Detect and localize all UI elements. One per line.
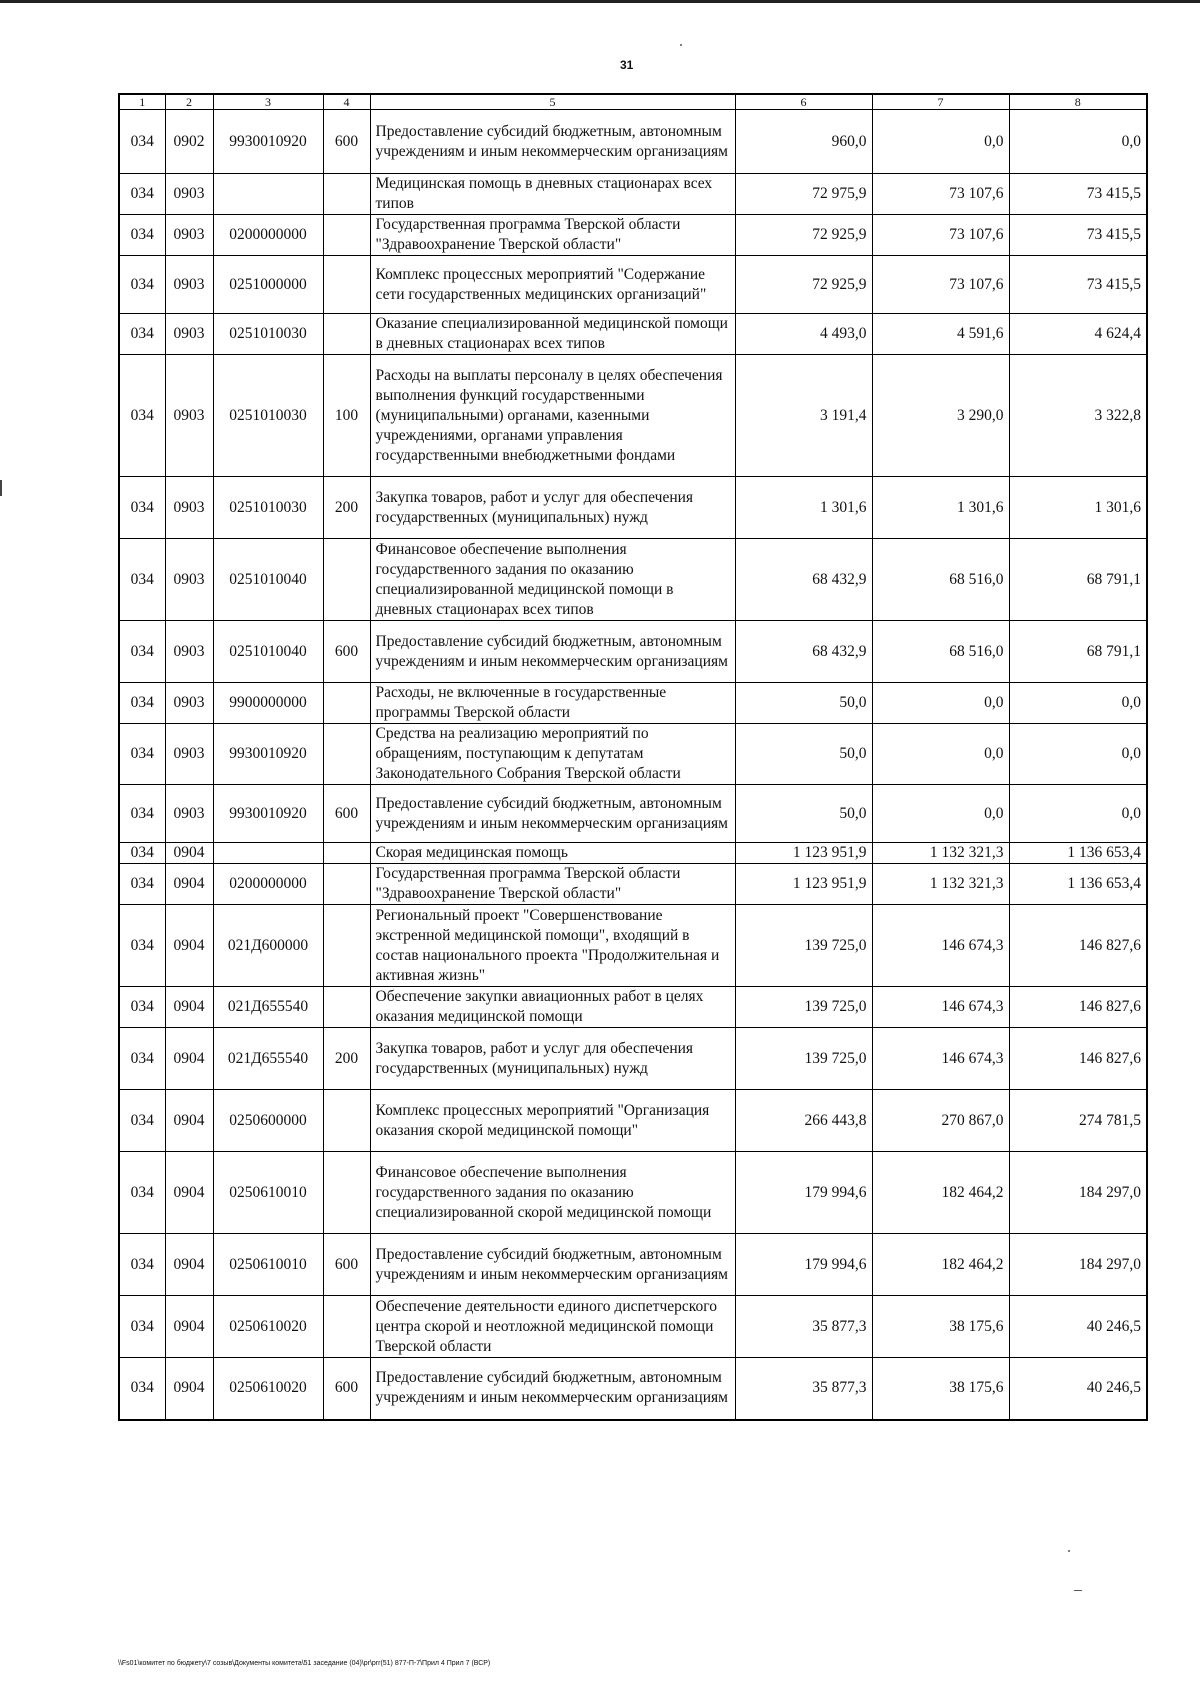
ministry-code-cell: 034 <box>119 1358 165 1420</box>
amount-year1-cell: 50,0 <box>735 724 872 785</box>
target-article-cell: 9930010920 <box>213 785 323 843</box>
item-name-cell: Средства на реализацию мероприятий по обращениям, поступающим к депутатам Законодательного Собрания Тверской области <box>370 724 735 785</box>
table-row <box>119 1152 1147 1234</box>
amount-year2-cell: 1 132 321,3 <box>872 864 1009 905</box>
ministry-code-cell: 034 <box>119 843 165 864</box>
amount-year3-cell: 68 791,1 <box>1009 621 1147 683</box>
amount-year1-cell: 960,0 <box>735 110 872 174</box>
section-code-cell: 0903 <box>165 683 213 724</box>
ministry-code-cell: 034 <box>119 724 165 785</box>
amount-year1-cell: 179 994,6 <box>735 1234 872 1296</box>
target-article-cell: 0251010040 <box>213 621 323 683</box>
amount-year1-cell: 72 925,9 <box>735 215 872 256</box>
item-name-cell: Предоставление субсидий бюджетным, автономным учреждениям и иным некоммерческим организациям <box>370 621 735 683</box>
amount-year3-cell: 40 246,5 <box>1009 1296 1147 1358</box>
section-code-cell: 0903 <box>165 477 213 539</box>
scan-speck <box>680 44 682 46</box>
table-row <box>119 1090 1147 1152</box>
column-header: 7 <box>872 94 1009 110</box>
section-code-cell: 0902 <box>165 110 213 174</box>
amount-year3-cell: 1 136 653,4 <box>1009 843 1147 864</box>
amount-year2-cell: 0,0 <box>872 110 1009 174</box>
expense-type-cell: 600 <box>323 621 370 683</box>
page-number: 31 <box>620 58 634 72</box>
amount-year2-cell: 146 674,3 <box>872 987 1009 1028</box>
table-row <box>119 355 1147 477</box>
amount-year2-cell: 0,0 <box>872 724 1009 785</box>
ministry-code-cell: 034 <box>119 1296 165 1358</box>
table-row <box>119 905 1147 987</box>
amount-year1-cell: 1 301,6 <box>735 477 872 539</box>
table-row <box>119 256 1147 314</box>
column-header: 4 <box>323 94 370 110</box>
target-article-cell: 021Д655540 <box>213 987 323 1028</box>
target-article-cell: 0251010030 <box>213 355 323 477</box>
ministry-code-cell: 034 <box>119 1028 165 1090</box>
target-article-cell: 0250610020 <box>213 1296 323 1358</box>
expense-type-cell <box>323 987 370 1028</box>
item-name-cell: Медицинская помощь в дневных стационарах всех типов <box>370 174 735 215</box>
column-header: 5 <box>370 94 735 110</box>
table-row <box>119 621 1147 683</box>
amount-year1-cell: 4 493,0 <box>735 314 872 355</box>
section-code-cell: 0904 <box>165 1028 213 1090</box>
section-code-cell: 0903 <box>165 621 213 683</box>
item-name-cell: Комплекс процессных мероприятий "Организация оказания скорой медицинской помощи" <box>370 1090 735 1152</box>
amount-year2-cell: 182 464,2 <box>872 1152 1009 1234</box>
amount-year1-cell: 68 432,9 <box>735 539 872 621</box>
table-row <box>119 174 1147 215</box>
item-name-cell: Государственная программа Тверской области "Здравоохранение Тверской области" <box>370 215 735 256</box>
item-name-cell: Закупка товаров, работ и услуг для обеспечения государственных (муниципальных) нужд <box>370 1028 735 1090</box>
amount-year1-cell: 139 725,0 <box>735 905 872 987</box>
item-name-cell: Закупка товаров, работ и услуг для обеспечения государственных (муниципальных) нужд <box>370 477 735 539</box>
ministry-code-cell: 034 <box>119 355 165 477</box>
amount-year1-cell: 68 432,9 <box>735 621 872 683</box>
item-name-cell: Финансовое обеспечение выполнения государственного задания по оказанию специализированной скорой медицинской помощи <box>370 1152 735 1234</box>
target-article-cell: 021Д600000 <box>213 905 323 987</box>
expense-type-cell: 200 <box>323 1028 370 1090</box>
amount-year3-cell: 68 791,1 <box>1009 539 1147 621</box>
amount-year3-cell: 73 415,5 <box>1009 174 1147 215</box>
amount-year1-cell: 72 925,9 <box>735 256 872 314</box>
section-code-cell: 0904 <box>165 1234 213 1296</box>
expense-type-cell <box>323 843 370 864</box>
expense-type-cell <box>323 683 370 724</box>
section-code-cell: 0904 <box>165 1358 213 1420</box>
ministry-code-cell: 034 <box>119 174 165 215</box>
section-code-cell: 0903 <box>165 314 213 355</box>
section-code-cell: 0904 <box>165 987 213 1028</box>
table-row <box>119 785 1147 843</box>
section-code-cell: 0904 <box>165 864 213 905</box>
expense-type-cell <box>323 174 370 215</box>
ministry-code-cell: 034 <box>119 215 165 256</box>
section-code-cell: 0904 <box>165 1090 213 1152</box>
amount-year2-cell: 38 175,6 <box>872 1358 1009 1420</box>
amount-year1-cell: 50,0 <box>735 683 872 724</box>
ministry-code-cell: 034 <box>119 1152 165 1234</box>
amount-year2-cell: 1 132 321,3 <box>872 843 1009 864</box>
expense-type-cell <box>323 256 370 314</box>
ministry-code-cell: 034 <box>119 683 165 724</box>
table-row <box>119 1028 1147 1090</box>
expense-type-cell <box>323 724 370 785</box>
expense-type-cell <box>323 1090 370 1152</box>
column-header: 8 <box>1009 94 1147 110</box>
amount-year2-cell: 270 867,0 <box>872 1090 1009 1152</box>
amount-year2-cell: 146 674,3 <box>872 1028 1009 1090</box>
column-header: 6 <box>735 94 872 110</box>
target-article-cell: 0251010030 <box>213 477 323 539</box>
expense-type-cell <box>323 215 370 256</box>
expense-type-cell: 600 <box>323 110 370 174</box>
target-article-cell: 0250610020 <box>213 1358 323 1420</box>
section-code-cell: 0903 <box>165 174 213 215</box>
scan-margin-mark <box>0 480 2 496</box>
expense-type-cell <box>323 864 370 905</box>
item-name-cell: Расходы на выплаты персоналу в целях обеспечения выполнения функций государственными (муниципальными) органами, казенными учреждениями, органами управления государственными внебюджетными фондами <box>370 355 735 477</box>
expense-type-cell: 600 <box>323 785 370 843</box>
amount-year2-cell: 3 290,0 <box>872 355 1009 477</box>
amount-year2-cell: 4 591,6 <box>872 314 1009 355</box>
target-article-cell: 021Д655540 <box>213 1028 323 1090</box>
table-row <box>119 1234 1147 1296</box>
amount-year2-cell: 182 464,2 <box>872 1234 1009 1296</box>
target-article-cell: 9930010920 <box>213 724 323 785</box>
amount-year3-cell: 40 246,5 <box>1009 1358 1147 1420</box>
ministry-code-cell: 034 <box>119 477 165 539</box>
item-name-cell: Оказание специализированной медицинской помощи в дневных стационарах всех типов <box>370 314 735 355</box>
item-name-cell: Финансовое обеспечение выполнения государственного задания по оказанию специализированной медицинской помощи в дневных стационарах всех типов <box>370 539 735 621</box>
ministry-code-cell: 034 <box>119 314 165 355</box>
expense-type-cell: 100 <box>323 355 370 477</box>
amount-year3-cell: 184 297,0 <box>1009 1234 1147 1296</box>
table-row <box>119 683 1147 724</box>
item-name-cell: Предоставление субсидий бюджетным, автономным учреждениям и иным некоммерческим организациям <box>370 1358 735 1420</box>
item-name-cell: Расходы, не включенные в государственные программы Тверской области <box>370 683 735 724</box>
amount-year1-cell: 179 994,6 <box>735 1152 872 1234</box>
amount-year2-cell: 146 674,3 <box>872 905 1009 987</box>
item-name-cell: Комплекс процессных мероприятий "Содержание сети государственных медицинских организаций" <box>370 256 735 314</box>
ministry-code-cell: 034 <box>119 785 165 843</box>
expense-type-cell <box>323 539 370 621</box>
amount-year2-cell: 73 107,6 <box>872 174 1009 215</box>
table-row <box>119 477 1147 539</box>
section-code-cell: 0904 <box>165 1152 213 1234</box>
amount-year1-cell: 139 725,0 <box>735 987 872 1028</box>
expense-type-cell <box>323 1296 370 1358</box>
amount-year2-cell: 0,0 <box>872 683 1009 724</box>
amount-year1-cell: 35 877,3 <box>735 1296 872 1358</box>
target-article-cell: 0251010030 <box>213 314 323 355</box>
section-code-cell: 0903 <box>165 215 213 256</box>
amount-year3-cell: 3 322,8 <box>1009 355 1147 477</box>
ministry-code-cell: 034 <box>119 1234 165 1296</box>
budget-table <box>118 93 1148 1421</box>
amount-year1-cell: 1 123 951,9 <box>735 843 872 864</box>
amount-year1-cell: 139 725,0 <box>735 1028 872 1090</box>
section-code-cell: 0904 <box>165 1296 213 1358</box>
target-article-cell: 0251010040 <box>213 539 323 621</box>
section-code-cell: 0904 <box>165 905 213 987</box>
footer-file-path: \\Fs01\комитет по бюджету\7 созыв\Документы комитета\51 заседание (04)\pr\prr(51) 877-П-7\Прил 4 Прил 7 (ВСР) <box>118 1660 491 1667</box>
scan-speck <box>1068 1550 1070 1552</box>
amount-year2-cell: 73 107,6 <box>872 215 1009 256</box>
target-article-cell: 0250610010 <box>213 1234 323 1296</box>
amount-year1-cell: 266 443,8 <box>735 1090 872 1152</box>
table-row <box>119 215 1147 256</box>
amount-year3-cell: 0,0 <box>1009 683 1147 724</box>
target-article-cell: 0250600000 <box>213 1090 323 1152</box>
section-code-cell: 0903 <box>165 724 213 785</box>
ministry-code-cell: 034 <box>119 987 165 1028</box>
ministry-code-cell: 034 <box>119 905 165 987</box>
expense-type-cell <box>323 905 370 987</box>
amount-year1-cell: 1 123 951,9 <box>735 864 872 905</box>
amount-year3-cell: 146 827,6 <box>1009 905 1147 987</box>
item-name-cell: Региональный проект "Совершенствование экстренной медицинской помощи", входящий в состав национального проекта "Продолжительная и активная жизнь" <box>370 905 735 987</box>
section-code-cell: 0903 <box>165 256 213 314</box>
section-code-cell: 0903 <box>165 539 213 621</box>
target-article-cell <box>213 174 323 215</box>
page-top-edge <box>0 0 1200 3</box>
expense-type-cell <box>323 1152 370 1234</box>
amount-year2-cell: 0,0 <box>872 785 1009 843</box>
amount-year3-cell: 1 301,6 <box>1009 477 1147 539</box>
table-row <box>119 724 1147 785</box>
amount-year3-cell: 146 827,6 <box>1009 1028 1147 1090</box>
target-article-cell: 0200000000 <box>213 215 323 256</box>
item-name-cell: Обеспечение деятельности единого диспетчерского центра скорой и неотложной медицинской помощи Тверской области <box>370 1296 735 1358</box>
table-row <box>119 843 1147 864</box>
expense-type-cell: 200 <box>323 477 370 539</box>
target-article-cell: 0200000000 <box>213 864 323 905</box>
amount-year2-cell: 68 516,0 <box>872 539 1009 621</box>
section-code-cell: 0903 <box>165 355 213 477</box>
ministry-code-cell: 034 <box>119 539 165 621</box>
item-name-cell: Предоставление субсидий бюджетным, автономным учреждениям и иным некоммерческим организациям <box>370 1234 735 1296</box>
amount-year2-cell: 1 301,6 <box>872 477 1009 539</box>
item-name-cell: Предоставление субсидий бюджетным, автономным учреждениям и иным некоммерческим организациям <box>370 785 735 843</box>
table-row <box>119 110 1147 174</box>
column-header: 1 <box>119 94 165 110</box>
table-row <box>119 864 1147 905</box>
amount-year3-cell: 1 136 653,4 <box>1009 864 1147 905</box>
amount-year2-cell: 38 175,6 <box>872 1296 1009 1358</box>
target-article-cell: 9930010920 <box>213 110 323 174</box>
amount-year1-cell: 50,0 <box>735 785 872 843</box>
table-row <box>119 539 1147 621</box>
item-name-cell: Предоставление субсидий бюджетным, автономным учреждениям и иным некоммерческим организациям <box>370 110 735 174</box>
ministry-code-cell: 034 <box>119 256 165 314</box>
column-header: 2 <box>165 94 213 110</box>
item-name-cell: Скорая медицинская помощь <box>370 843 735 864</box>
expense-type-cell: 600 <box>323 1358 370 1420</box>
expense-type-cell: 600 <box>323 1234 370 1296</box>
amount-year3-cell: 0,0 <box>1009 110 1147 174</box>
amount-year3-cell: 73 415,5 <box>1009 215 1147 256</box>
table-row <box>119 1296 1147 1358</box>
table-row <box>119 987 1147 1028</box>
item-name-cell: Государственная программа Тверской области "Здравоохранение Тверской области" <box>370 864 735 905</box>
column-header: 3 <box>213 94 323 110</box>
amount-year3-cell: 0,0 <box>1009 724 1147 785</box>
ministry-code-cell: 034 <box>119 1090 165 1152</box>
scan-speck <box>1074 1590 1082 1591</box>
amount-year3-cell: 73 415,5 <box>1009 256 1147 314</box>
amount-year3-cell: 0,0 <box>1009 785 1147 843</box>
table-row <box>119 1358 1147 1420</box>
amount-year1-cell: 35 877,3 <box>735 1358 872 1420</box>
amount-year3-cell: 4 624,4 <box>1009 314 1147 355</box>
amount-year1-cell: 3 191,4 <box>735 355 872 477</box>
item-name-cell: Обеспечение закупки авиационных работ в целях оказания медицинской помощи <box>370 987 735 1028</box>
amount-year3-cell: 274 781,5 <box>1009 1090 1147 1152</box>
section-code-cell: 0903 <box>165 785 213 843</box>
ministry-code-cell: 034 <box>119 864 165 905</box>
amount-year3-cell: 146 827,6 <box>1009 987 1147 1028</box>
expense-type-cell <box>323 314 370 355</box>
amount-year2-cell: 68 516,0 <box>872 621 1009 683</box>
target-article-cell: 0250610010 <box>213 1152 323 1234</box>
target-article-cell <box>213 843 323 864</box>
target-article-cell: 0251000000 <box>213 256 323 314</box>
table-row <box>119 314 1147 355</box>
target-article-cell: 9900000000 <box>213 683 323 724</box>
amount-year1-cell: 72 975,9 <box>735 174 872 215</box>
table-header-row <box>119 94 1147 110</box>
amount-year3-cell: 184 297,0 <box>1009 1152 1147 1234</box>
section-code-cell: 0904 <box>165 843 213 864</box>
amount-year2-cell: 73 107,6 <box>872 256 1009 314</box>
ministry-code-cell: 034 <box>119 621 165 683</box>
ministry-code-cell: 034 <box>119 110 165 174</box>
